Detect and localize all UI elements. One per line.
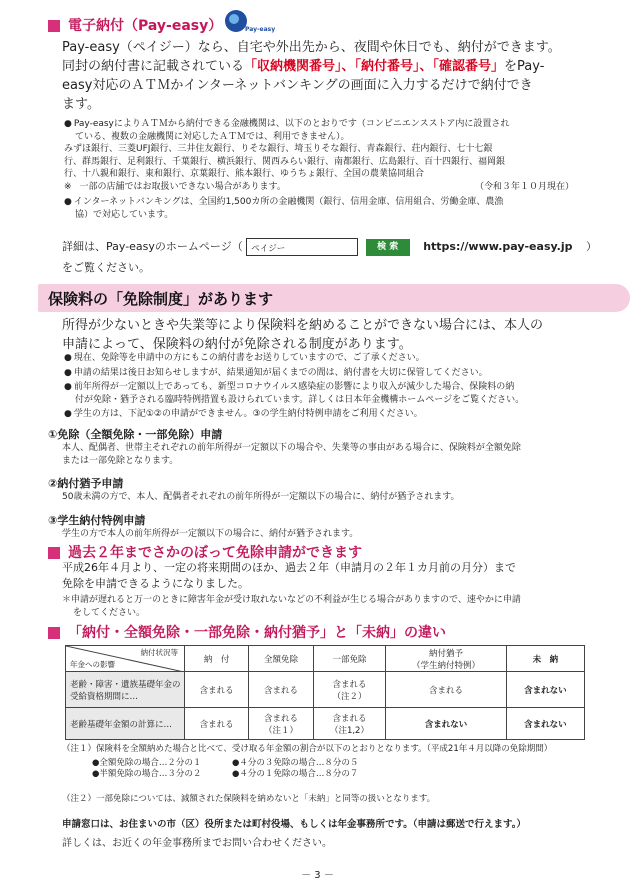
- note-1: （注１）保険料を全額納めた場合と比べて、受け取る年金額の割合が以下のとおりとなります。（平成21年４月以降の免除期間） ●全額免除の場合…２分の１ ●４分の３免除の場合…８分の５ ●半額免除の場合…３分の２ ●４分の１免除の場合…８分の７: [62, 744, 553, 779]
- table-cell: 含まれる （注1,2）: [313, 708, 386, 740]
- table-cell: 含まれる （注１）: [249, 708, 313, 740]
- row-label: 老齢基礎年金額の計算に…: [66, 708, 185, 740]
- table-cell: 含まれる: [185, 672, 249, 708]
- comparison-table: [65, 645, 585, 740]
- table-cell: 含まれる: [185, 708, 249, 740]
- note-2: （注２）一部免除については、減額された保険料を納めないと「未納」と同等の扱いとなります。: [62, 794, 436, 804]
- table-cell: 含まれる: [386, 672, 506, 708]
- search-input[interactable]: ペイジー: [246, 238, 358, 256]
- pay-easy-detail-end: をご覧ください。: [62, 261, 150, 274]
- exemption-types: ①免除（全額免除・一部免除）申請 本人、配偶者、世帯主それぞれの前年所得が一定額以下の場合や、失業等の事由がある場合に、保険料が全額免除 または一部免除となります。 ②納付猶予申請 50歳未満の方で、本人、配偶者それぞれの前年所得が一定額以下の場合に、納付が猶予されます。 ③学生納付特例申請 学生の方で本人の前年所得が一定額以下の場合に、納付が猶予されます。: [48, 428, 521, 539]
- col-header: 納 付: [185, 646, 249, 672]
- retro-heading: 過去２年までさかのぼって免除申請ができます: [48, 542, 362, 562]
- diff-heading: 「納付・全額免除・一部免除・納付猶予」と「未納」の違い: [48, 622, 446, 642]
- retro-note: ＊申請が遅れると万一のときに障害年金が受け取れないなどの不利益が生じる場合がありますので、速やかに申請 をしてください。: [62, 595, 521, 618]
- application-window: 申請窓口は、お住まいの市（区）役所または町村役場、もしくは年金事務所です。（申請は郵送で行えます。）: [62, 819, 526, 830]
- table-cell: 含まれない: [506, 708, 584, 740]
- col-header: 全額免除: [249, 646, 313, 672]
- table-corner: 納付状況等 年金への影響: [66, 646, 185, 672]
- exemption-banner: 保険料の「免除制度」があります: [38, 284, 630, 312]
- search-button[interactable]: 検 索: [366, 239, 410, 256]
- col-header: 納付猶予 （学生納付特例）: [386, 646, 506, 672]
- exemption-lead: 所得が少ないときや失業等により保険料を納めることができない場合には、本人の 申請によって、保険料の納付が免除される制度があります。: [62, 318, 544, 352]
- table-cell: 含まれる （注２）: [313, 672, 386, 708]
- page-number: － 3 －: [301, 870, 334, 881]
- exemption-bullets: ● 現在、免除等を申請中の方にもこの納付書をお送りしていますので、ご了承ください。 ● 申請の結果は後日お知らせしますが、結果通知が届くまでの間は、納付書を大切に保管してください。 ● 前年所得が一定額以上であっても、新型コロナウイルス感染症の影響により収入が減少した場合、保険料の納 付が免除・猶予される臨時特例措置も設けられています。詳しくは日本年金機構ホームページをご覧ください。 ● 学生の方は、下記①②の申請ができません。③の学生納付特例申請をご利用ください。: [64, 352, 624, 421]
- col-header: 一部免除: [313, 646, 386, 672]
- col-header: 未 納: [506, 646, 584, 672]
- pay-easy-bank-list: ● Pay-easyによりＡＴＭから納付できる金融機関は、以下のとおりです（コンビニエンスストア内に設置され ている、複数の金融機関に対応したＡＴＭでは、利用できません）。 みずほ銀行、三菱UFJ銀行、三井住友銀行、りそな銀行、埼玉りそな銀行、青森銀行、荘内銀行、七十七銀 行、群馬銀行、足利銀行、千葉銀行、横浜銀行、関西みらい銀行、南都銀行、広島銀行、百十四銀行、福岡銀 行、十八親和銀行、東和銀行、京葉銀行、熊本銀行、ゆうちょ銀行、全国の農業協同組合 ※ 一部の店舗ではお取扱いできない場合があります。 （令和３年１０月現在） ● インターネットバンキングは、全国約1,500カ所の金融機関（銀行、信用金庫、信用組合、労働金庫、農漁 協）で対応しています。: [64, 118, 624, 221]
- table-cell: 含まれる: [249, 672, 313, 708]
- section-marker: [48, 20, 60, 32]
- pay-easy-url[interactable]: https://www.pay-easy.jp: [423, 240, 573, 253]
- pay-easy-detail: 詳細は、Pay-easyのホームページ（ ペイジー 検 索 https://www.pay-easy.jp ）: [62, 240, 597, 254]
- pay-easy-heading: 電子納付（Pay-easy）: [48, 15, 222, 35]
- table-cell: 含まれない: [506, 672, 584, 708]
- row-label: 老齢・障害・遺族基礎年金の 受給資格期間に…: [66, 672, 185, 708]
- pay-easy-logo: Pay-easy: [225, 10, 247, 32]
- inquiry-text: 詳しくは、お近くの年金事務所までお問い合わせください。: [62, 838, 332, 849]
- table-cell: 含まれない: [386, 708, 506, 740]
- pay-easy-intro: Pay-easy（ペイジー）なら、自宅や外出先から、夜間や休日でも、納付ができます。 同封の納付書に記載されている「収納機関番号」、「納付番号」、「確認番号」をPay- easy対応のＡＴＭかインターネットバンキングの画面に入力するだけで納付でき ます。: [62, 40, 561, 112]
- retro-body: 平成26年４月より、一定の将来期間のほか、過去２年（申請月の２年１カ月前の月分）まで 免除を申請できるようになりました。: [62, 561, 516, 590]
